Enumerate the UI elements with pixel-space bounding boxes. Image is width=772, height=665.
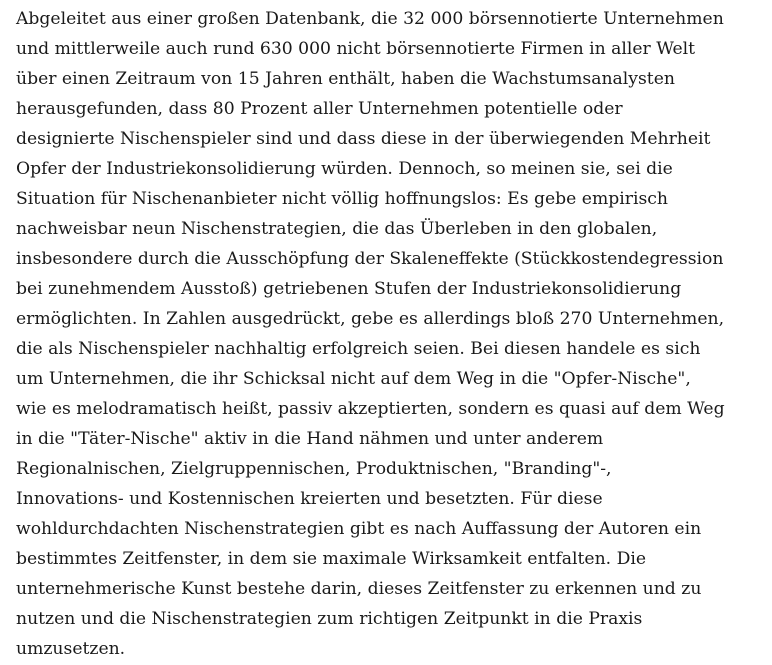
paragraph-line: Opfer der Industriekonsolidierung würden. Dennoch, so meinen sie, sei die <box>16 159 673 179</box>
paragraph-line: wie es melodramatisch heißt, passiv akzeptierten, sondern es quasi auf dem Weg <box>16 399 725 419</box>
paragraph-line: herausgefunden, dass 80 Prozent aller Unternehmen potentielle oder <box>16 99 623 119</box>
paragraph-line: und mittlerweile auch rund 630 000 nicht börsennotierte Firmen in aller Welt <box>16 39 696 59</box>
paragraph-line: Abgeleitet aus einer großen Datenbank, die 32 000 börsennotierte Unternehmen <box>16 9 724 29</box>
paragraph-line: nachweisbar neun Nischenstrategien, die das Überleben in den globalen, <box>16 219 658 239</box>
paragraph-line: über einen Zeitraum von 15 Jahren enthält, haben die Wachstumsanalysten <box>16 69 675 89</box>
paragraph-line: unternehmerische Kunst bestehe darin, dieses Zeitfenster zu erkennen und zu <box>16 579 702 599</box>
paragraph-line: designierte Nischenspieler sind und dass diese in der überwiegenden Mehrheit <box>16 129 711 149</box>
paragraph-line: umzusetzen. <box>16 639 126 659</box>
paragraph-line: die als Nischenspieler nachhaltig erfolgreich seien. Bei diesen handele es sich <box>16 339 701 359</box>
paragraph-line: Innovations- und Kostennischen kreierten und besetzten. Für diese <box>16 489 603 509</box>
paragraph-line: um Unternehmen, die ihr Schicksal nicht auf dem Weg in die "Opfer-Nische", <box>16 369 691 389</box>
paragraph-line: nutzen und die Nischenstrategien zum richtigen Zeitpunkt in die Praxis <box>16 609 643 629</box>
paragraph-line: ermöglichten. In Zahlen ausgedrückt, gebe es allerdings bloß 270 Unternehmen, <box>16 309 725 329</box>
paragraph-line: Regionalnischen, Zielgruppennischen, Produktnischen, "Branding"-, <box>16 459 612 479</box>
paragraph-line: bestimmtes Zeitfenster, in dem sie maximale Wirksamkeit entfalten. Die <box>16 549 647 569</box>
paragraph-line: Situation für Nischenanbieter nicht völlig hoffnungslos: Es gebe empirisch <box>16 189 668 209</box>
paragraph-line: wohldurchdachten Nischenstrategien gibt es nach Auffassung der Autoren ein <box>16 519 702 539</box>
paragraph-line: in die "Täter-Nische" aktiv in die Hand nähmen und unter anderem <box>16 429 604 449</box>
article-body <box>16 4 766 664</box>
paragraph-line: bei zunehmendem Ausstoß) getriebenen Stufen der Industriekonsolidierung <box>16 279 682 299</box>
article-paragraph <box>16 4 766 664</box>
paragraph-line: insbesondere durch die Ausschöpfung der Skaleneffekte (Stückkostendegression <box>16 249 724 269</box>
